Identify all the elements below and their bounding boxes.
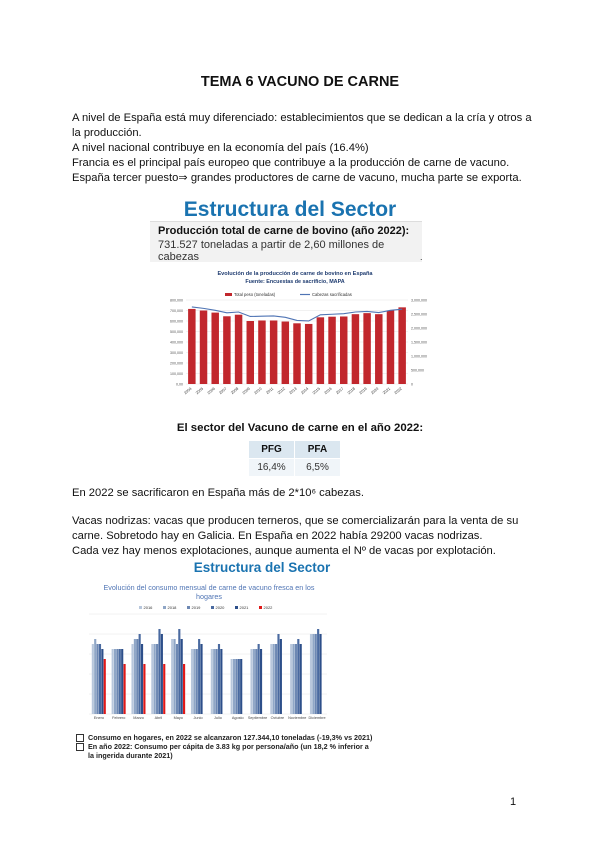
- bar-2011: [270, 320, 277, 384]
- bar-2009: [247, 321, 254, 384]
- bar-Febrero-2019: [116, 649, 118, 714]
- bar-2006: [211, 313, 218, 384]
- x-tick-label: Junio: [193, 716, 203, 720]
- legend-swatch-weight: [225, 293, 232, 296]
- y-tick-left: 100,000: [170, 372, 183, 376]
- bar-Enero-2022: [104, 659, 106, 714]
- bar-Julio-2020: [218, 644, 220, 714]
- y-tick-left: 600,000: [170, 319, 183, 324]
- bullet-consumo-per-capita: En año 2022: Consumo per cápita de 3.83 kg por persona/año (un 18,2 % inferior a la ingerida durante 2021): [76, 742, 376, 760]
- bar-Noviembre-2020: [297, 639, 299, 714]
- bullet-consumo-hogares: Consumo en hogares, en 2022 se alcanzaron 127.344,10 toneladas (-19,3% vs 2021): [76, 733, 376, 742]
- bar-2021: [387, 311, 394, 385]
- intro-line-3: Francia es el principal país europeo que contribuye a la producción de carne de vacuno.: [72, 157, 510, 169]
- bar-2007: [223, 316, 230, 384]
- page-title: TEMA 6 VACUNO DE CARNE: [200, 74, 400, 90]
- bar-2013: [293, 323, 300, 384]
- chart2-title-line-2: hogares: [196, 592, 222, 601]
- bar-Junio-2018: [193, 649, 195, 714]
- checkbox-square-icon: [76, 743, 84, 751]
- intro-text: [72, 111, 532, 186]
- table-header-pfg: PFG: [249, 441, 295, 459]
- legend-label-weight: Total peso (toneladas): [234, 292, 276, 297]
- x-tick-label: 2005: [195, 386, 205, 396]
- bar-Julio-2021: [220, 649, 222, 714]
- legend-label: 2022: [263, 605, 273, 610]
- bar-Marzo-2018: [134, 639, 136, 714]
- x-tick-label: 2022: [393, 386, 403, 396]
- bar-Mayo-2021: [181, 639, 183, 714]
- bar-Enero-2020: [99, 644, 101, 714]
- bar-2019: [363, 313, 370, 384]
- x-tick-label: 2018: [347, 386, 357, 396]
- bar-Febrero-2018: [114, 649, 116, 714]
- x-tick-label: Julio: [214, 716, 222, 720]
- bar-Noviembre-2021: [300, 644, 302, 714]
- y-tick-left: 300,000: [170, 351, 183, 355]
- bar-Julio-2016: [211, 649, 213, 714]
- bar-Diciembre-2019: [315, 634, 317, 714]
- bar-2008: [235, 315, 242, 384]
- vacas-text: [72, 514, 532, 559]
- bar-Abril-2019: [156, 644, 158, 714]
- y-tick-right: 1,000,000: [411, 354, 427, 359]
- bar-Julio-2018: [213, 649, 215, 714]
- y-tick-left: 0,00: [176, 382, 183, 387]
- x-tick-label: 2016: [323, 386, 333, 396]
- y-tick-right: 3,000,000: [411, 298, 427, 303]
- pfg-pfa-table: [248, 440, 341, 477]
- checkbox-square-icon: [76, 734, 84, 742]
- x-tick-label: 2020: [370, 386, 380, 396]
- bar-Febrero-2021: [121, 649, 123, 714]
- intro-line-1: A nivel de España está muy diferenciado: establecimientos que se dedican a la cría y otros a la producción.: [72, 112, 532, 139]
- bar-2015: [317, 317, 324, 384]
- bar-Junio-2019: [196, 649, 198, 714]
- bar-Septiembre-2016: [250, 649, 252, 714]
- slide1-subheading: El sector del Vacuno de carne en el año 2022:: [176, 422, 424, 434]
- bar-Agosto-2019: [235, 659, 237, 714]
- x-tick-label: Agosto: [231, 716, 244, 720]
- bar-Junio-2020: [198, 639, 200, 714]
- bar-Septiembre-2021: [260, 649, 262, 714]
- bar-Octubre-2021: [280, 639, 282, 714]
- x-tick-label: Enero: [93, 716, 104, 720]
- bar-2012: [282, 322, 289, 384]
- bar-2017: [340, 316, 347, 384]
- x-tick-label: Noviembre: [288, 716, 307, 720]
- bar-Mayo-2022: [183, 664, 185, 714]
- y-tick-left: 800,000: [170, 298, 183, 303]
- bar-Abril-2022: [163, 664, 165, 714]
- legend-label: 2016: [143, 605, 153, 610]
- bar-Mayo-2016: [171, 639, 173, 714]
- bar-Marzo-2019: [136, 639, 138, 714]
- bar-Mayo-2018: [173, 639, 175, 714]
- bar-Enero-2016: [92, 644, 94, 714]
- slide1-heading: Estructura del Sector: [183, 198, 397, 221]
- bar-Octubre-2016: [270, 644, 272, 714]
- legend-swatch-2018: [163, 606, 166, 609]
- bar-Febrero-2016: [112, 649, 114, 714]
- legend-swatch-2022: [259, 606, 262, 609]
- bar-Marzo-2020: [139, 634, 141, 714]
- bar-Octubre-2019: [275, 644, 277, 714]
- bar-Junio-2021: [200, 644, 202, 714]
- bar-Septiembre-2018: [253, 649, 255, 714]
- x-tick-label: 2013: [288, 386, 298, 396]
- x-tick-label: 2021: [382, 386, 392, 396]
- bar-Agosto-2018: [233, 659, 235, 714]
- x-tick-label: 2012: [276, 386, 286, 396]
- legend-swatch-2016: [139, 606, 142, 609]
- x-tick-label: 2006: [206, 386, 216, 396]
- bar-Mayo-2020: [178, 629, 180, 714]
- intro-line-4: España tercer puesto⇒ grandes productores de carne de vacuno, mucha parte se exporta.: [72, 172, 522, 184]
- legend-swatch-2020: [211, 606, 214, 609]
- production-box-dot: .: [420, 252, 423, 262]
- legend-label: 2020: [215, 605, 225, 610]
- consumption-bullets: [76, 733, 376, 760]
- bar-Marzo-2021: [141, 644, 143, 714]
- bar-Marzo-2022: [143, 664, 145, 714]
- chart1-title: Evolución de la producción de carne de bovino en España: [217, 271, 373, 277]
- chart1-subtitle: Fuente: Encuestas de sacrificio, MAPA: [245, 279, 345, 285]
- bar-2020: [375, 314, 382, 384]
- x-tick-label: 2004: [183, 386, 193, 396]
- x-tick-label: 2017: [335, 386, 345, 396]
- bar-2014: [305, 324, 312, 384]
- bar-2010: [258, 320, 265, 384]
- page-number: 1: [510, 796, 517, 808]
- chart2-title-line-1: Evolución del consumo mensual de carne de vacuno fresca en los: [103, 583, 315, 592]
- y-tick-right: 2,500,000: [411, 312, 427, 317]
- legend-swatch-2021: [235, 606, 238, 609]
- x-tick-label: Septiembre: [247, 716, 268, 720]
- intro-line-2: A nivel nacional contribuye en la economía del país (16.4%): [72, 142, 369, 154]
- x-tick-label: 2010: [253, 386, 263, 396]
- vacas-line-1: Vacas nodrizas: vacas que producen terneros, que se comercializarán para la venta de su carne. Sobretodo hay en Galicia. En España en 2022 había 29200 vacas nodrizas.: [72, 515, 519, 542]
- y-tick-left: 400,000: [170, 340, 183, 345]
- bar-Octubre-2018: [273, 644, 275, 714]
- vacas-line-2: Cada vez hay menos explotaciones, aunque aumenta el Nº de vacas por explotación.: [72, 545, 496, 557]
- y-tick-left: 500,000: [170, 330, 183, 334]
- table-value-pfa: 6,5%: [295, 459, 341, 477]
- bar-Abril-2020: [158, 629, 160, 714]
- bar-2004: [188, 309, 195, 384]
- y-tick-right: 2,000,000: [411, 326, 427, 331]
- x-tick-label: Febrero: [112, 716, 126, 720]
- bar-2022: [398, 307, 405, 384]
- bar-2005: [200, 311, 207, 385]
- production-box-title: Producción total de carne de bovino (año 2022):: [158, 225, 410, 237]
- bar-Noviembre-2016: [290, 644, 292, 714]
- production-box-value: 731.527 toneladas a partir de 2,60 millones de cabezas: [158, 239, 385, 263]
- bar-Enero-2021: [101, 649, 103, 714]
- y-tick-right: 0: [411, 382, 413, 387]
- bar-Marzo-2016: [131, 644, 133, 714]
- bar-Mayo-2019: [176, 644, 178, 714]
- bar-Junio-2016: [191, 649, 193, 714]
- x-tick-label: Diciembre: [308, 716, 326, 720]
- x-tick-label: 2019: [358, 386, 368, 396]
- bar-Enero-2018: [94, 639, 96, 714]
- bar-Octubre-2020: [277, 634, 279, 714]
- bar-Diciembre-2020: [317, 629, 319, 714]
- bar-Agosto-2021: [240, 659, 242, 714]
- x-tick-label: 2011: [265, 386, 275, 396]
- bar-Febrero-2020: [119, 649, 121, 714]
- bar-2016: [328, 317, 335, 384]
- bar-Febrero-2022: [124, 664, 126, 714]
- bar-Septiembre-2019: [255, 649, 257, 714]
- y-tick-left: 700,000: [170, 309, 183, 313]
- legend-label-heads: Cabezas sacrificadas: [312, 292, 352, 297]
- x-tick-label: Abril: [154, 716, 163, 720]
- x-tick-label: Octubre: [270, 716, 285, 720]
- bar-Abril-2018: [154, 644, 156, 714]
- x-tick-label: 2007: [218, 386, 228, 396]
- bar-Diciembre-2021: [319, 634, 321, 714]
- y-tick-right: 500,000: [411, 368, 424, 373]
- legend-label: 2021: [239, 605, 249, 610]
- x-tick-label: 2009: [241, 386, 251, 396]
- slide2-heading: Estructura del Sector: [193, 560, 331, 575]
- bar-Diciembre-2016: [310, 634, 312, 714]
- sacrificio-text: En 2022 se sacrificaron en España más de 2*10⁶ cabezas.: [72, 487, 364, 499]
- table-value-pfg: 16,4%: [249, 459, 295, 477]
- bar-Diciembre-2018: [312, 634, 314, 714]
- production-box: [150, 221, 422, 262]
- table-header-pfa: PFA: [295, 441, 341, 459]
- bar-Agosto-2020: [238, 659, 240, 714]
- bar-Agosto-2016: [231, 659, 233, 714]
- legend-swatch-2019: [187, 606, 190, 609]
- bar-Abril-2016: [151, 644, 153, 714]
- bar-Enero-2019: [97, 644, 99, 714]
- y-tick-right: 1,500,000: [411, 340, 427, 345]
- legend-label: 2019: [191, 605, 201, 610]
- x-tick-label: 2015: [311, 386, 322, 396]
- bar-Septiembre-2020: [258, 644, 260, 714]
- bar-Noviembre-2018: [292, 644, 294, 714]
- x-tick-label: 2008: [230, 386, 240, 396]
- bar-Noviembre-2019: [295, 644, 297, 714]
- bovine-production-chart: [150, 266, 440, 411]
- x-tick-label: 2014: [300, 386, 310, 396]
- bar-Julio-2019: [216, 649, 218, 714]
- bar-Abril-2021: [161, 634, 163, 714]
- x-tick-label: Marzo: [133, 716, 144, 720]
- y-tick-left: 200,000: [170, 361, 183, 366]
- x-tick-label: Mayo: [173, 716, 183, 720]
- monthly-consumption-chart: [75, 578, 343, 732]
- bar-2018: [352, 314, 359, 384]
- legend-label: 2018: [167, 605, 177, 610]
